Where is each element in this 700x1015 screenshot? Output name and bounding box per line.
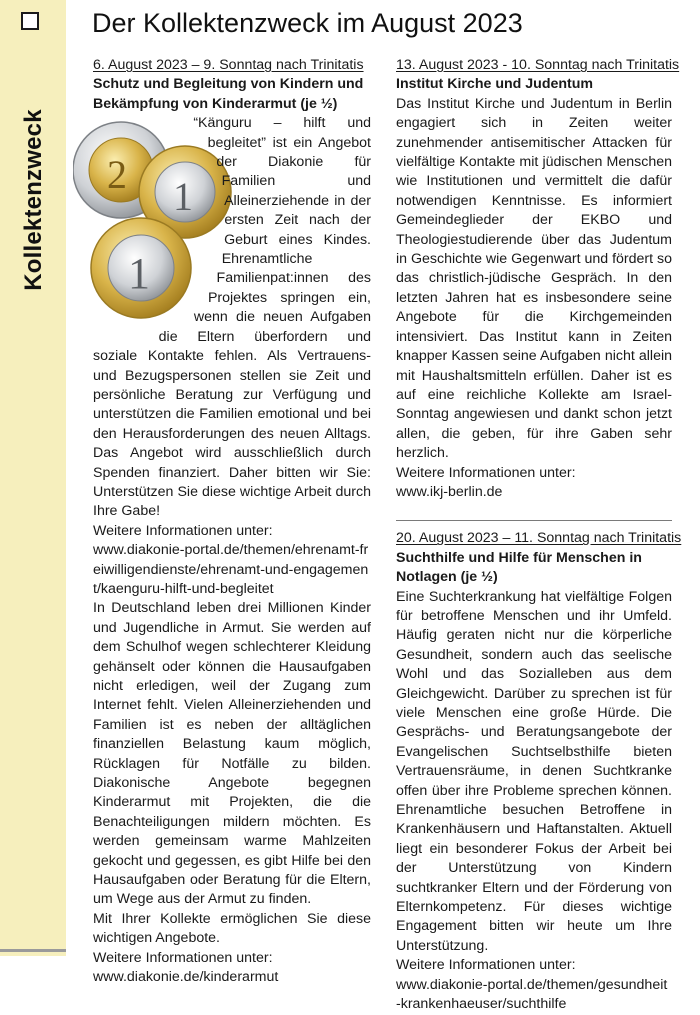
section-heading: Schutz und Begleitung von Kindern und Bekämpfung von Kinderarmut (je ½) xyxy=(93,76,364,112)
section-body-ikj: Das Institut Kirche und Judentum in Berlin engagiert sich in Zeiten weiter zunehmender antisemitischer Attacken für vielfältige Kontakte mit jüdischen Menschen wie Institutionen und vermittelt die dafür notwendigen Kenntnisse. Es informiert Gemeindeglieder der EKBO und Theologiestudierende über das Judentum in Geschichte wie Gegenwart und fördert so das christlich-jüdische Gespräch. In den letzten Jahren hat es insbesondere seine Angebote für die Kirchgemeinden intensiviert. Das Institut kann in Zeiten knapper Kassen seine Aufgaben nicht allein mit Haushaltsmitteln erfüllen. Daher ist es auf eine reichliche Kollekte am Israel-Sonntag angewiesen und dankt schon jetzt allen, die geben, für ihre Gaben sehr herzlich. xyxy=(396,95,673,462)
section-body-3: Mit Ihrer Kollekte ermöglichen Sie diese wichtigen Angebote. xyxy=(93,910,371,947)
more-info-link[interactable]: www.diakonie-portal.de/themen/ehrenamt-freiwilligendienste/ehrenamt-und-engagement/kaenguru-hilft-und-begleitet xyxy=(93,542,369,597)
more-info-label-suchthilfe: Weitere Informationen unter: xyxy=(396,957,576,974)
section-heading-ikj: Institut Kirche und Judentum xyxy=(396,76,594,93)
more-info-link-2[interactable]: www.diakonie.de/kinderarmut xyxy=(93,969,279,986)
section-body xyxy=(93,114,371,522)
section-date: 6. August 2023 – 9. Sonntag nach Trinitatis xyxy=(93,57,364,73)
svg-text:2: 2 xyxy=(107,152,127,198)
section-date-20aug: 20. August 2023 – 11. Sonntag nach Trinitatis xyxy=(396,530,682,547)
more-info-label-2: Weitere Informationen unter: xyxy=(93,949,273,966)
sidebar-label: Kollektenzweck xyxy=(20,109,47,291)
more-info-label-ikj: Weitere Informationen unter: xyxy=(396,464,576,481)
page-title: Der Kollektenzweck im August 2023 xyxy=(92,8,523,38)
sidebar-rule xyxy=(0,949,66,952)
more-info-link-ikj[interactable]: www.ikj-berlin.de xyxy=(396,483,503,500)
left-column xyxy=(93,56,371,988)
more-info-label: Weitere Informationen unter: xyxy=(93,522,273,539)
section-heading-suchthilfe: Suchthilfe und Hilfe für Menschen in Notlagen (je ½) xyxy=(396,549,642,586)
section-divider xyxy=(396,520,672,521)
section-body-2: In Deutschland leben drei Millionen Kinder und Jugendliche in Armut. Sie werden auf dem Schulhof wegen schlechterer Kleidung gehänselt oder können die Hausaufgaben nicht erledigen, weil der Zugang zum Internet fehlt. Vielen Alleinerziehenden und Familien ist es neben der alltäglichen finanziellen Belastung kaum möglich, Rücklagen für Notfälle zu bilden. Diakonische Angebote begegnen Kinderarmut mit Projekten, die die Benachteiligungen mildern möchten. Es werden gemeinsam warme Mahlzeiten gekocht und gegessen, es gibt Hilfe bei den Hausaufgaben oder Beratung für die Eltern, um Wege aus der Armut zu finden. xyxy=(93,600,371,908)
sidebar xyxy=(0,0,66,956)
section-date-13aug: 13. August 2023 - 10. Sonntag nach Trinitatis xyxy=(396,57,680,73)
section-body-suchthilfe: Eine Suchterkrankung hat vielfältige Folgen für betroffene Menschen und ihr Umfeld. Häufig geraten nicht nur die körperliche Gesundheit, sondern auch das seelische Wohl und das Sozialleben aus dem Gleichgewicht. Darüber zu sprechen ist für viele Menschen eine große Hürde. Die Gesprächs- und Beratungsangebote der Evangelischen Suchtselbsthilfe bieten Vertrauensräume, in denen Suchtkranke offen über ihre Probleme sprechen können. Ehrenamtliche besuchen Betroffene in Krankenhäusern und Haftanstalten. Aktuell liegt ein besonderer Fokus der Arbeit bei der Unterstützung von Kindern suchtkranker Eltern und der Förderung von Elternkompetenz. Für dieses wichtige Engagement bitten wir heute um Ihre Unterstützung. xyxy=(396,588,672,954)
section-text: “Känguru – hilft und begleitet” ist ein Angebot der Diakonie für Familien und Alleinerziehende in der ersten Zeit nach der Geburt eines Kindes. Ehrenamtliche Familienpat:innen des Projektes springen ein, wenn die neuen Aufgaben die Eltern überfordern und soziale Kontakte fehlen. Als Vertrauens- und Bezugspersonen stellen sie Zeit und persönliche Beratung zur Verfügung und unterstützen die Familien emotional und bei den Herausforderungen des neuen Alltags. Das Angebot wird ausschließlich durch Spenden finanziert. Daher bitten wir Sie: Unterstützen Sie diese wichtige Arbeit durch Ihre Gabe! xyxy=(93,115,371,520)
more-info-link-suchthilfe[interactable]: www.diakonie-portal.de/themen/gesundheit-krankenhaeuser/suchthilfe xyxy=(396,976,668,1013)
svg-text:1: 1 xyxy=(128,249,150,299)
right-column xyxy=(396,56,682,1015)
checkbox-icon[interactable] xyxy=(21,12,39,30)
svg-text:1: 1 xyxy=(173,174,193,220)
